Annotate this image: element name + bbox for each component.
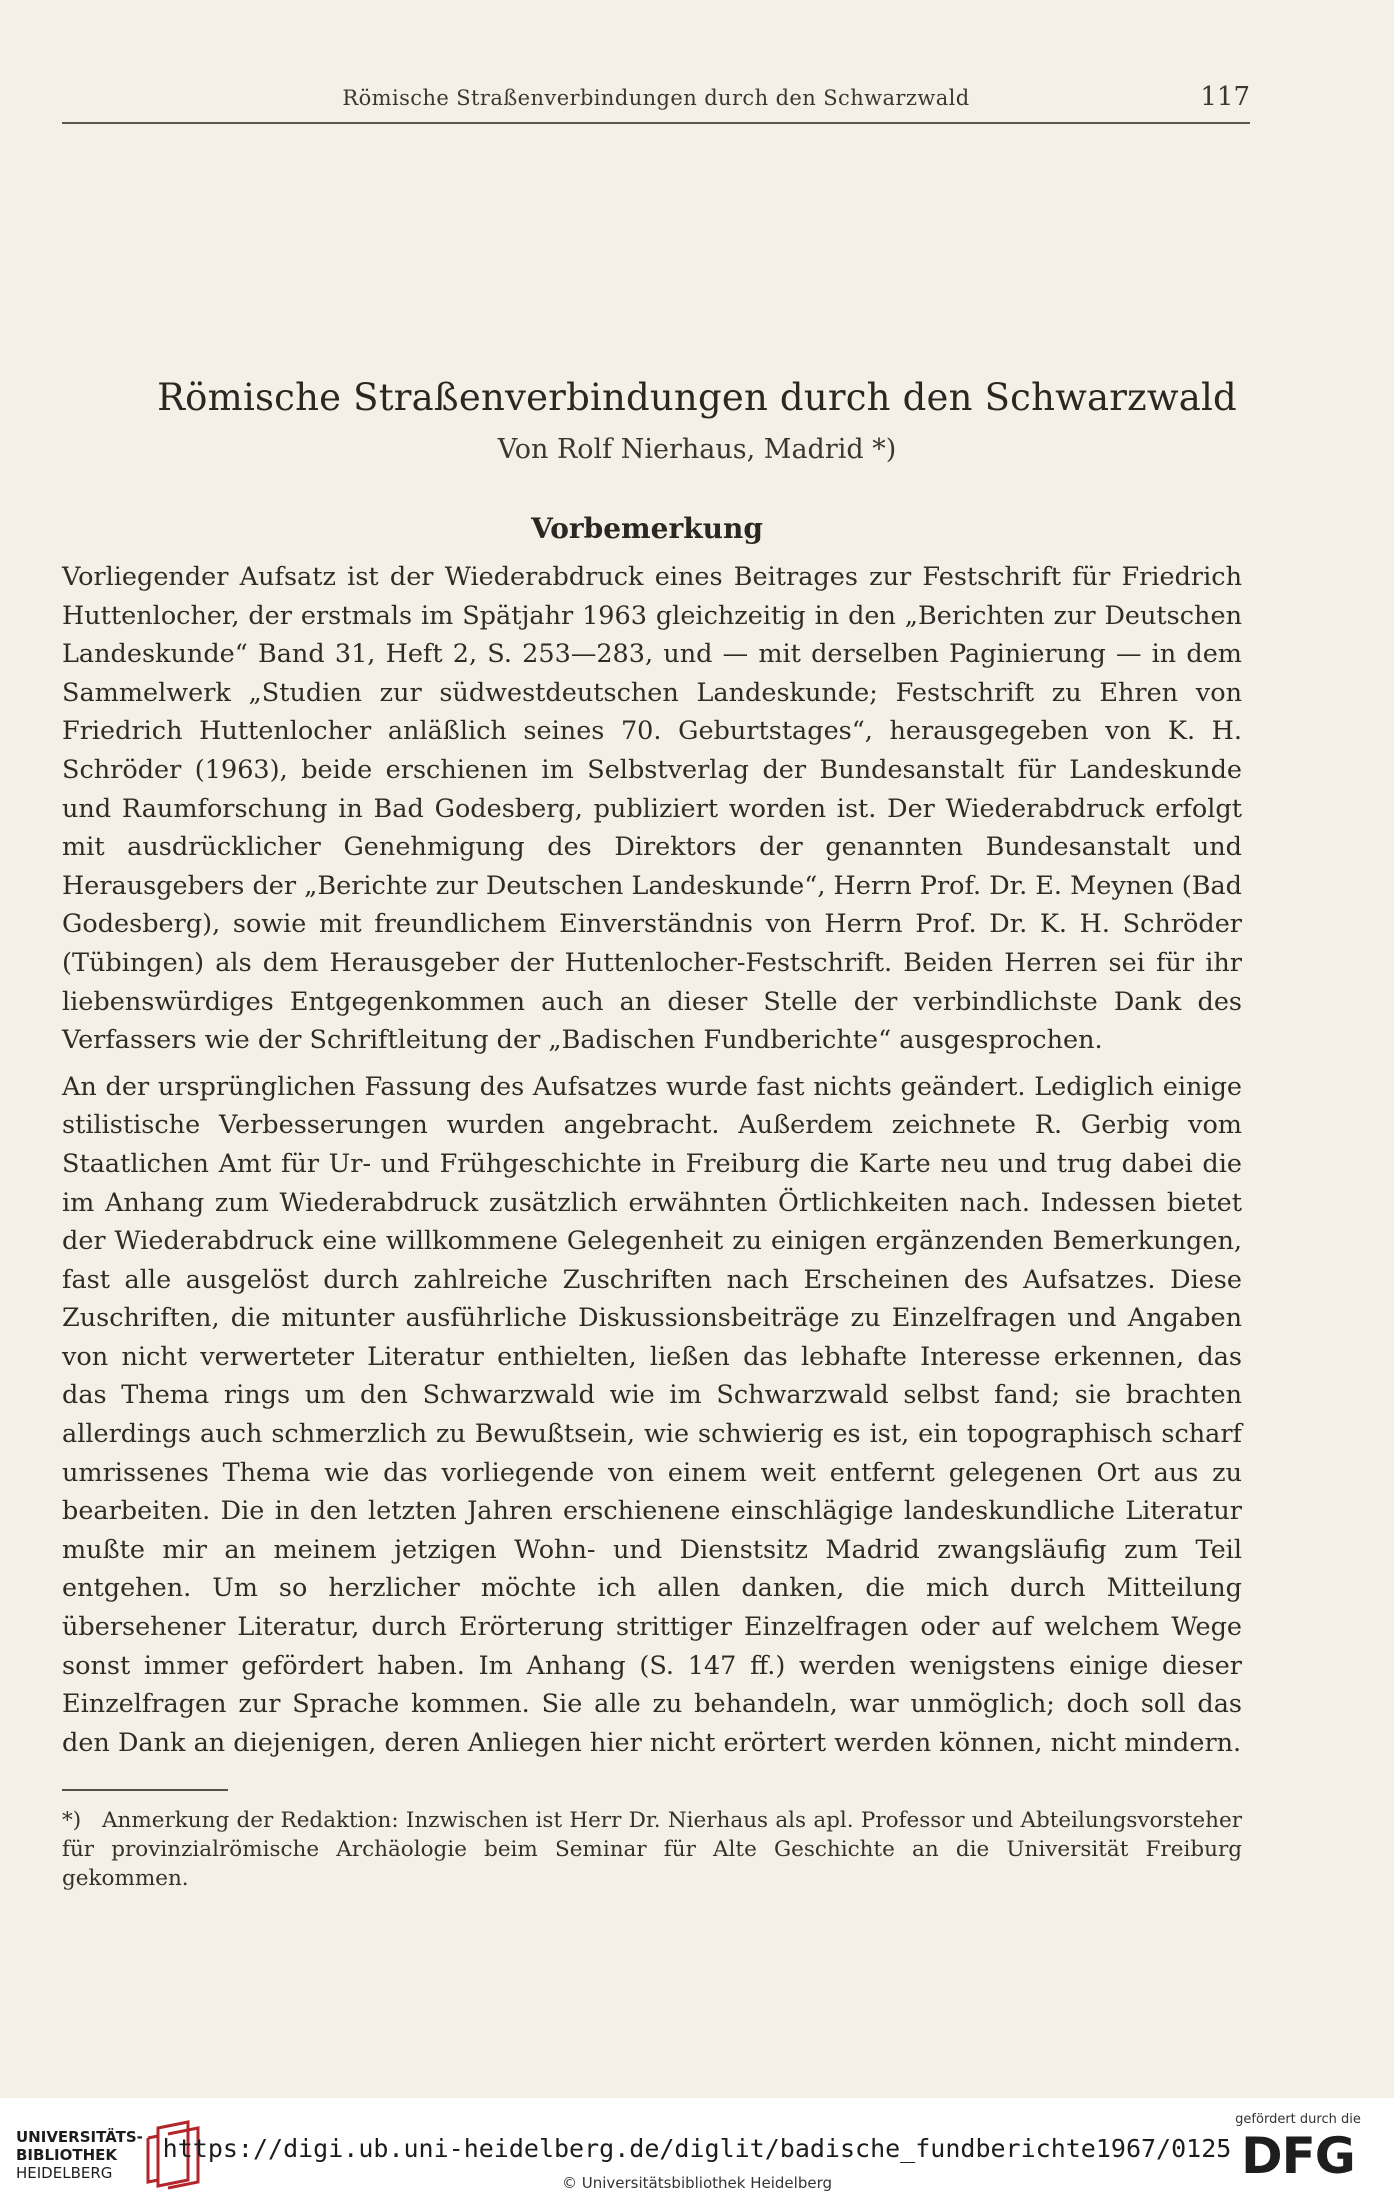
byline: Von Rolf Nierhaus, Madrid *) bbox=[497, 434, 897, 465]
dfg-logo: DFG bbox=[1241, 2127, 1355, 2185]
article-title: Römische Straßenverbindungen durch den Schwarzwald bbox=[157, 376, 1237, 419]
header-rule bbox=[62, 122, 1250, 124]
page-number: 117 bbox=[1200, 82, 1250, 112]
library-line-1: UNIVERSITÄTS- bbox=[16, 2128, 143, 2146]
permalink-url[interactable]: https://digi.ub.uni-heidelberg.de/diglit/badische_fundberichte1967/0125 bbox=[162, 2134, 1232, 2163]
footnote-text: Anmerkung der Redaktion: Inzwischen ist Herr Dr. Nierhaus als apl. Professor und Abteilungsvorsteher für provinzialrömische Archäologie beim Seminar für Alte Geschichte an die Universität Freiburg gekommen. bbox=[62, 1808, 1242, 1891]
section-heading: Vorbemerkung bbox=[531, 512, 763, 545]
footnote-marker: *) bbox=[62, 1808, 82, 1833]
viewer-footer bbox=[0, 2098, 1394, 2204]
funding-caption: gefördert durch die bbox=[1235, 2112, 1361, 2127]
paragraph-1: Vorliegender Aufsatz ist der Wiederabdruck eines Beitrages zur Festschrift für Friedrich Huttenlocher, der erstmals im Spätjahr 1963 gleichzeitig in den „Berichten zur Deutschen Landeskunde“ Band 31, Heft 2, S. 253—283, und — mit derselben Paginierung — in dem Sammelwerk „Studien zur südwestdeutschen Landeskunde; Festschrift zu Ehren von Friedrich Huttenlocher anläßlich seines 70. Geburtstages“, herausgegeben von K. H. Schröder (1963), beide erschienen im Selbstverlag der Bundesanstalt für Landeskunde und Raumforschung in Bad Godesberg, publiziert worden ist. Der Wiederabdruck erfolgt mit ausdrücklicher Genehmigung des Direktors der genannten Bundesanstalt und Herausgebers der „Berichte zur Deutschen Landeskunde“, Herrn Prof. Dr. E. Meynen (Bad Godesberg), sowie mit freundlichem Einverständnis von Herrn Prof. Dr. K. H. Schröder (Tübingen) als dem Herausgeber der Huttenlocher-Festschrift. Beiden Herren sei für ihr liebenswürdiges Entgegenkommen auch an dieser Stelle der verbindlichste Dank des Verfassers wie der Schriftleitung der „Badischen Fundberichte“ ausgesprochen. bbox=[62, 562, 1242, 1056]
running-title: Römische Straßenverbindungen durch den Schwarzwald bbox=[342, 86, 970, 110]
funding-block[interactable] bbox=[1228, 2112, 1368, 2196]
copyright-notice: © Universitätsbibliothek Heidelberg bbox=[561, 2174, 832, 2192]
paragraph-2: An der ursprünglichen Fassung des Aufsatzes wurde fast nichts geändert. Lediglich einige stilistische Verbesserungen wurden angebracht. Außerdem zeichnete R. Gerbig vom Staatlichen Amt für Ur- und Frühgeschichte in Freiburg die Karte neu und trug dabei die im Anhang zum Wiederabdruck zusätzlich erwähnten Örtlichkeiten nach. Indessen bietet der Wiederabdruck eine willkommene Gelegenheit zu einigen ergänzenden Bemerkungen, fast alle ausgelöst durch zahlreiche Zuschriften nach Erscheinen des Aufsatzes. Diese Zuschriften, die mitunter ausführliche Diskussionsbeiträge zu Einzelfragen und Angaben von nicht verwerteter Literatur enthielten, ließen das lebhafte Interesse erkennen, das das Thema rings um den Schwarzwald wie im Schwarzwald selbst fand; sie brachten allerdings auch schmerzlich zu Bewußtsein, wie schwierig es ist, ein topographisch scharf umrissenes Thema wie das vorliegende von einem weit entfernt gelegenen Ort aus zu bearbeiten. Die in den letzten Jahren erschienene einschlägige landeskundliche Literatur mußte mir an meinem jetzigen Wohn- und Dienstsitz Madrid zwangsläufig zum Teil entgehen. Um so herzlicher möchte ich allen danken, die mich durch Mitteilung übersehener Literatur, durch Erörterung strittiger Einzelfragen oder auf welchem Wege sonst immer gefördert haben. Im Anhang (S. 147 ff.) werden wenigstens einige dieser Einzelfragen zur Sprache kommen. Sie alle zu behandeln, war unmöglich; doch soll das den Dank an diejenigen, deren Anliegen hier nicht erörtert werden können, nicht mindern. bbox=[62, 1071, 1242, 1758]
running-head bbox=[62, 82, 1250, 122]
footnote-rule bbox=[62, 1789, 228, 1791]
library-line-3: HEIDELBERG bbox=[16, 2164, 113, 2182]
library-line-2: BIBLIOTHEK bbox=[16, 2146, 117, 2164]
body-text bbox=[62, 558, 1242, 1762]
footnote bbox=[62, 1806, 1242, 1893]
